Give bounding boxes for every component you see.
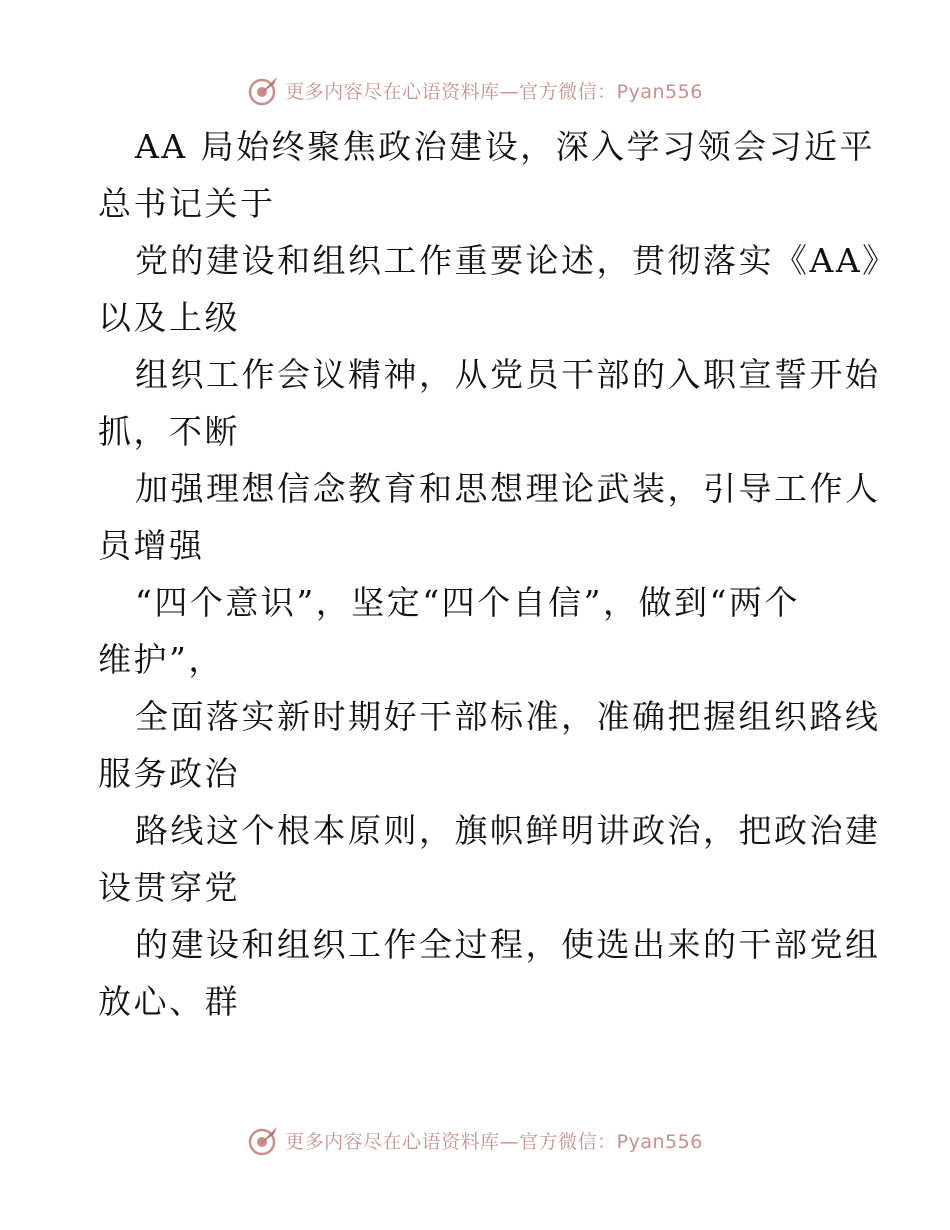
paragraph: [98, 346, 881, 460]
paragraph-line: 路线这个根本原则，旗帜鲜明讲政治，把政治建: [135, 811, 881, 850]
paragraph-wrap-line: 抓，不断: [98, 412, 240, 451]
paragraph: [98, 688, 881, 802]
paragraph: [98, 232, 898, 346]
quill-logo-icon: [247, 1123, 281, 1157]
paragraph-line: 加强理想信念教育和思想理论武装，引导工作人: [135, 469, 881, 508]
paragraph-line: 全面落实新时期好干部标准，准确把握组织路线: [135, 697, 881, 736]
paragraph: [98, 802, 881, 916]
watermark-text: 更多内容尽在心语资料库—官方微信：Pyan556: [285, 1130, 703, 1153]
paragraph-wrap-line: 员增强: [98, 526, 205, 565]
paragraph: [98, 460, 881, 574]
paragraph: [98, 574, 858, 688]
paragraph-line: 的建设和组织工作全过程，使选出来的干部党组: [135, 925, 881, 964]
paragraph-wrap-line: 以及上级: [98, 298, 240, 337]
paragraph: [98, 916, 881, 1030]
paragraph-wrap-line: 放心、群: [98, 982, 240, 1021]
paragraph-wrap-line: 服务政治: [98, 754, 240, 793]
quill-logo-icon: [247, 73, 281, 107]
watermark-text: 更多内容尽在心语资料库—官方微信：Pyan556: [285, 80, 703, 103]
paragraph-wrap-line: 设贯穿党: [98, 868, 240, 907]
paragraph-line: 党的建设和组织工作重要论述，贯彻落实《AA》: [135, 241, 898, 280]
paragraph-line: 组织工作会议精神，从党员干部的入职宣誓开始: [135, 355, 881, 394]
paragraph-line: AA 局始终聚焦政治建设，深入学习领会习近平: [135, 127, 876, 166]
header-watermark: [0, 70, 950, 110]
footer-watermark: [0, 1120, 950, 1160]
document-body: [98, 118, 898, 1030]
paragraph-wrap-line: 总书记关于: [98, 184, 276, 223]
paragraph: [98, 118, 876, 232]
paragraph-line: “四个意识”，坚定“四个自信”，做到“两个: [135, 583, 800, 622]
paragraph-wrap-line: 维护”，: [98, 640, 224, 679]
